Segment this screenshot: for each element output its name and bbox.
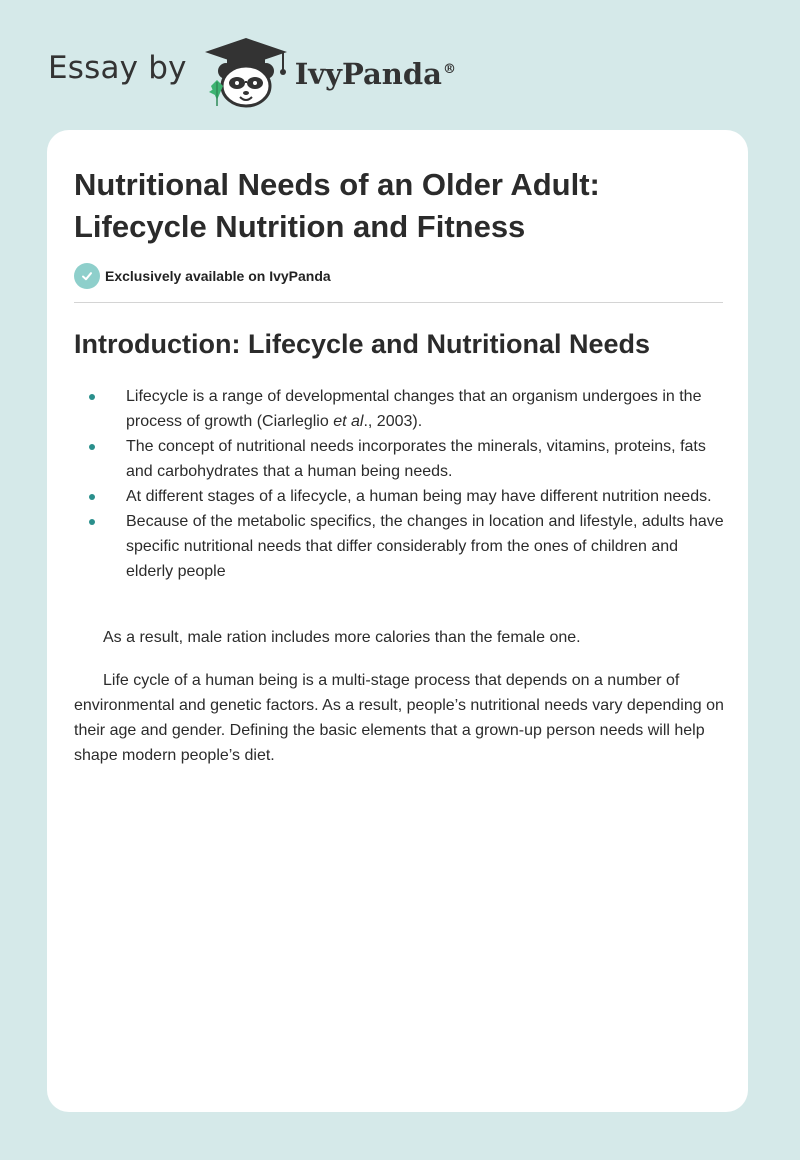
essay-title: Nutritional Needs of an Older Adult: Lifecycle Nutrition and Fitness [74, 167, 600, 244]
brand-name[interactable] [295, 57, 456, 91]
registered-mark: ® [442, 62, 456, 78]
body-paragraph: Life cycle of a human being is a multi-stage process that depends on a number of environmental and genetic factors. As a result, people’s nutritional needs vary depending on their age and gender. Defining the basic elements that a grown-up person needs will help shape modern people’s diet. [74, 672, 724, 764]
citation-et-al: et al [333, 413, 364, 430]
bullet-dot [89, 444, 95, 450]
list-item-text-end: ., 2003). [363, 413, 423, 430]
essay-card [47, 130, 748, 1112]
section-heading: Introduction: Lifecycle and Nutritional Needs [74, 329, 651, 359]
body-paragraph: As a result, male ration includes more calories than the female one. [103, 629, 581, 646]
bullet-dot [89, 394, 95, 400]
list-item-text: The concept of nutritional needs incorporates the minerals, vitamins, proteins, fats and carbohydrates that a human being needs. [126, 438, 706, 480]
panda-logo-icon[interactable] [203, 36, 289, 108]
list-item [47, 434, 727, 484]
title-divider [74, 302, 723, 303]
list-item [47, 509, 727, 584]
essay-by-label: Essay by [48, 50, 187, 86]
bullet-dot [89, 519, 95, 525]
list-item [47, 484, 727, 509]
bullet-list [47, 384, 727, 584]
exclusive-badge [74, 263, 331, 289]
list-item-text: Lifecycle is a range of developmental changes that an organism undergoes in the process of growth (Ciarleglio [126, 388, 702, 430]
bullet-dot [89, 494, 95, 500]
exclusive-badge-text: Exclusively available on IvyPanda [105, 268, 331, 284]
list-item-text: At different stages of a lifecycle, a human being may have different nutrition needs. [126, 488, 712, 505]
check-circle-icon [74, 263, 100, 289]
brand-name-text: IvyPanda [294, 57, 442, 91]
list-item-text: Because of the metabolic specifics, the changes in location and lifestyle, adults have specific nutritional needs that differ considerably from the ones of children and elderly people [126, 513, 724, 580]
site-header [48, 36, 456, 108]
list-item [47, 384, 727, 434]
